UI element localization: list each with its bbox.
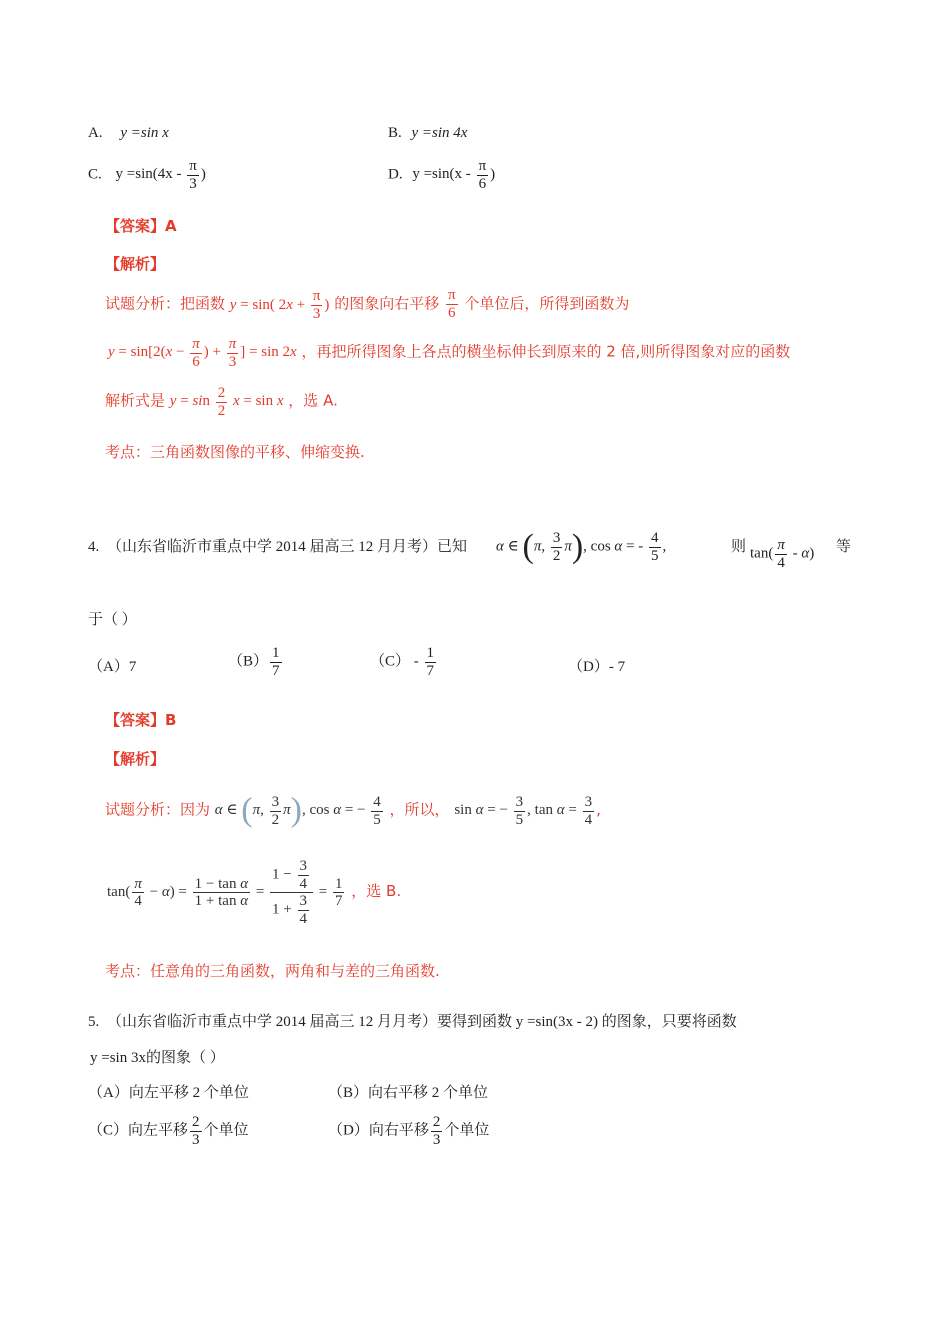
- option-expression: y =sin 4x: [411, 125, 468, 141]
- option-value: - 7: [608, 659, 626, 675]
- q4-option-d: [568, 655, 625, 676]
- q4-option-b: [228, 645, 284, 679]
- math-expression: y =sin(3x - 2): [515, 1014, 598, 1030]
- option-label: （A）: [88, 659, 129, 675]
- math-expression: α ∈ (π, $\frac{3}{2}$ π), cos α = − $\frac{4}{5}$: [214, 792, 381, 829]
- q4-kaodian: 考点：任意角的三角函数，两角和与差的三角函数.: [105, 962, 440, 980]
- q5-option-a: （A）向左平移 2 个单位: [88, 1085, 249, 1101]
- q3-option-b: [388, 125, 467, 142]
- q4-analysis-line2: [107, 858, 401, 927]
- q5-option-b: （B）向右平移 2 个单位: [328, 1085, 489, 1101]
- option-label: C.: [88, 166, 102, 183]
- option-label: （B）: [228, 653, 269, 670]
- q4-analysis-tag: 【解析】: [105, 750, 166, 768]
- question-number: 4.: [88, 539, 100, 555]
- math-expression: y = sin( 2x + $\frac{\pi}{3}$ ): [229, 288, 330, 322]
- q3-option-a: [88, 125, 169, 142]
- text: 的图象，只要将函数: [601, 1014, 737, 1030]
- q4-then: 则: [731, 539, 747, 555]
- q3-answer: [105, 215, 177, 236]
- q3-analysis-line3: [105, 385, 338, 419]
- option-unit: 个单位: [444, 1122, 490, 1139]
- option-sign: -: [413, 653, 419, 670]
- q4-option-c: [370, 645, 438, 679]
- q4-stem: [88, 535, 467, 556]
- q5-option-d: [328, 1114, 489, 1148]
- option-expression-pre: y =sin(x -: [412, 166, 471, 183]
- text: 的图象（ ）: [145, 1050, 225, 1066]
- text: 的图象向右平移: [334, 294, 440, 313]
- q5-option-c: [88, 1114, 249, 1148]
- math-expression: y =sin 3x: [90, 1050, 146, 1066]
- q5-stem-line2: [90, 1046, 225, 1067]
- text: 试题分析：把函数: [105, 294, 226, 313]
- fraction: $\frac{\pi}{6}$: [447, 287, 456, 321]
- option-label: B.: [388, 125, 402, 141]
- q3-kaodian: 考点：三角函数图像的平移、伸缩变换.: [105, 443, 365, 461]
- text: ，选 A.: [288, 391, 338, 410]
- q3-analysis-tag: 【解析】: [105, 255, 166, 273]
- q3-option-c: [88, 158, 206, 192]
- question-number: 5.: [88, 1014, 100, 1030]
- option-text: （C）向左平移: [88, 1122, 189, 1139]
- answer-value: B: [165, 711, 177, 729]
- q3-analysis-line2: [108, 336, 790, 370]
- q4-answer: [105, 709, 176, 730]
- q4-condition: α ∈ (π, $\frac{3}{2}$ π), cos α = - $\frac{4}{5}$ ,: [496, 528, 667, 565]
- option-expression: y =sin x: [120, 125, 169, 141]
- option-text: （D）向右平移: [328, 1122, 429, 1139]
- option-value: 7: [128, 659, 137, 675]
- answer-tag: 【答案】: [105, 217, 166, 235]
- option-expression-post: ): [200, 166, 206, 183]
- fraction: $\frac{\pi}{6}$: [478, 158, 487, 192]
- option-label: D.: [388, 166, 403, 183]
- q5-stem: [88, 1010, 737, 1031]
- q3-option-d: [388, 158, 495, 192]
- q3-analysis-line1: [105, 287, 629, 322]
- q4-analysis-line1: 试题分析：因为 α ∈ (π, $\frac{3}{2}$ π), cos α = − $\frac{4}{5}$ ，所以， sin α = − $\frac{3}{5}$ , tan α = $\frac{3}{4}$ ,: [105, 792, 601, 829]
- math-expression: y = sin $\frac{2}{2}$ x = sin x: [169, 385, 284, 419]
- text: ，所以，: [389, 800, 450, 819]
- option-expression-pre: y =sin(4x -: [115, 166, 182, 183]
- question-source: （山东省临沂市重点中学 2014 届高三 12 月月考）已知: [107, 539, 468, 555]
- fraction: $\frac{1}{7}$: [272, 645, 280, 679]
- option-unit: 个单位: [203, 1122, 249, 1139]
- q4-equals: 等: [836, 539, 852, 555]
- answer-value: A: [165, 217, 177, 235]
- text: 解析式是: [105, 391, 166, 410]
- q4-target-expression: tan( $\frac{\pi}{4}$ - α): [750, 537, 815, 571]
- fraction: $\frac{2}{3}$: [432, 1114, 441, 1148]
- math-expression: sin α = − $\frac{3}{5}$ , tan α = $\frac{3}{4}$: [454, 794, 593, 828]
- fraction: $\frac{2}{3}$: [192, 1114, 200, 1148]
- answer-tag: 【答案】: [105, 711, 166, 729]
- text: 个单位后，所得到函数为: [464, 294, 630, 313]
- math-expression: y = sin[2(x − $\frac{\pi}{6}$ ) + $\frac{\pi}{3}$ ] = sin 2x: [108, 336, 297, 370]
- question-source: （山东省临沂市重点中学 2014 届高三 12 月月考）要得到函数: [107, 1014, 513, 1030]
- text: ，再把所得图象上各点的横坐标伸长到原来的 2 倍,则所得图象对应的函数: [301, 342, 791, 361]
- option-label: A.: [88, 125, 103, 141]
- text: ，选 B.: [351, 881, 402, 900]
- fraction: $\frac{\pi}{3}$: [189, 158, 197, 192]
- math-expression: tan( $\frac{\pi}{4}$ − α) = $\frac{\text{1 − tan α}}{\text{1 + tan α}}$ = 1 − $\frac{3}{4}$ 1 + $\frac{3}{4}$ = $\frac{1}{7}$: [107, 858, 343, 927]
- q4-option-a: [88, 655, 136, 676]
- fraction: $\frac{1}{7}$: [426, 645, 435, 679]
- text: 试题分析：因为: [105, 800, 211, 819]
- q4-stem-line2: 于（ ）: [88, 612, 137, 628]
- option-label: （C）: [370, 653, 411, 670]
- option-label: （D）: [568, 659, 609, 675]
- option-expression-post: ): [490, 166, 496, 183]
